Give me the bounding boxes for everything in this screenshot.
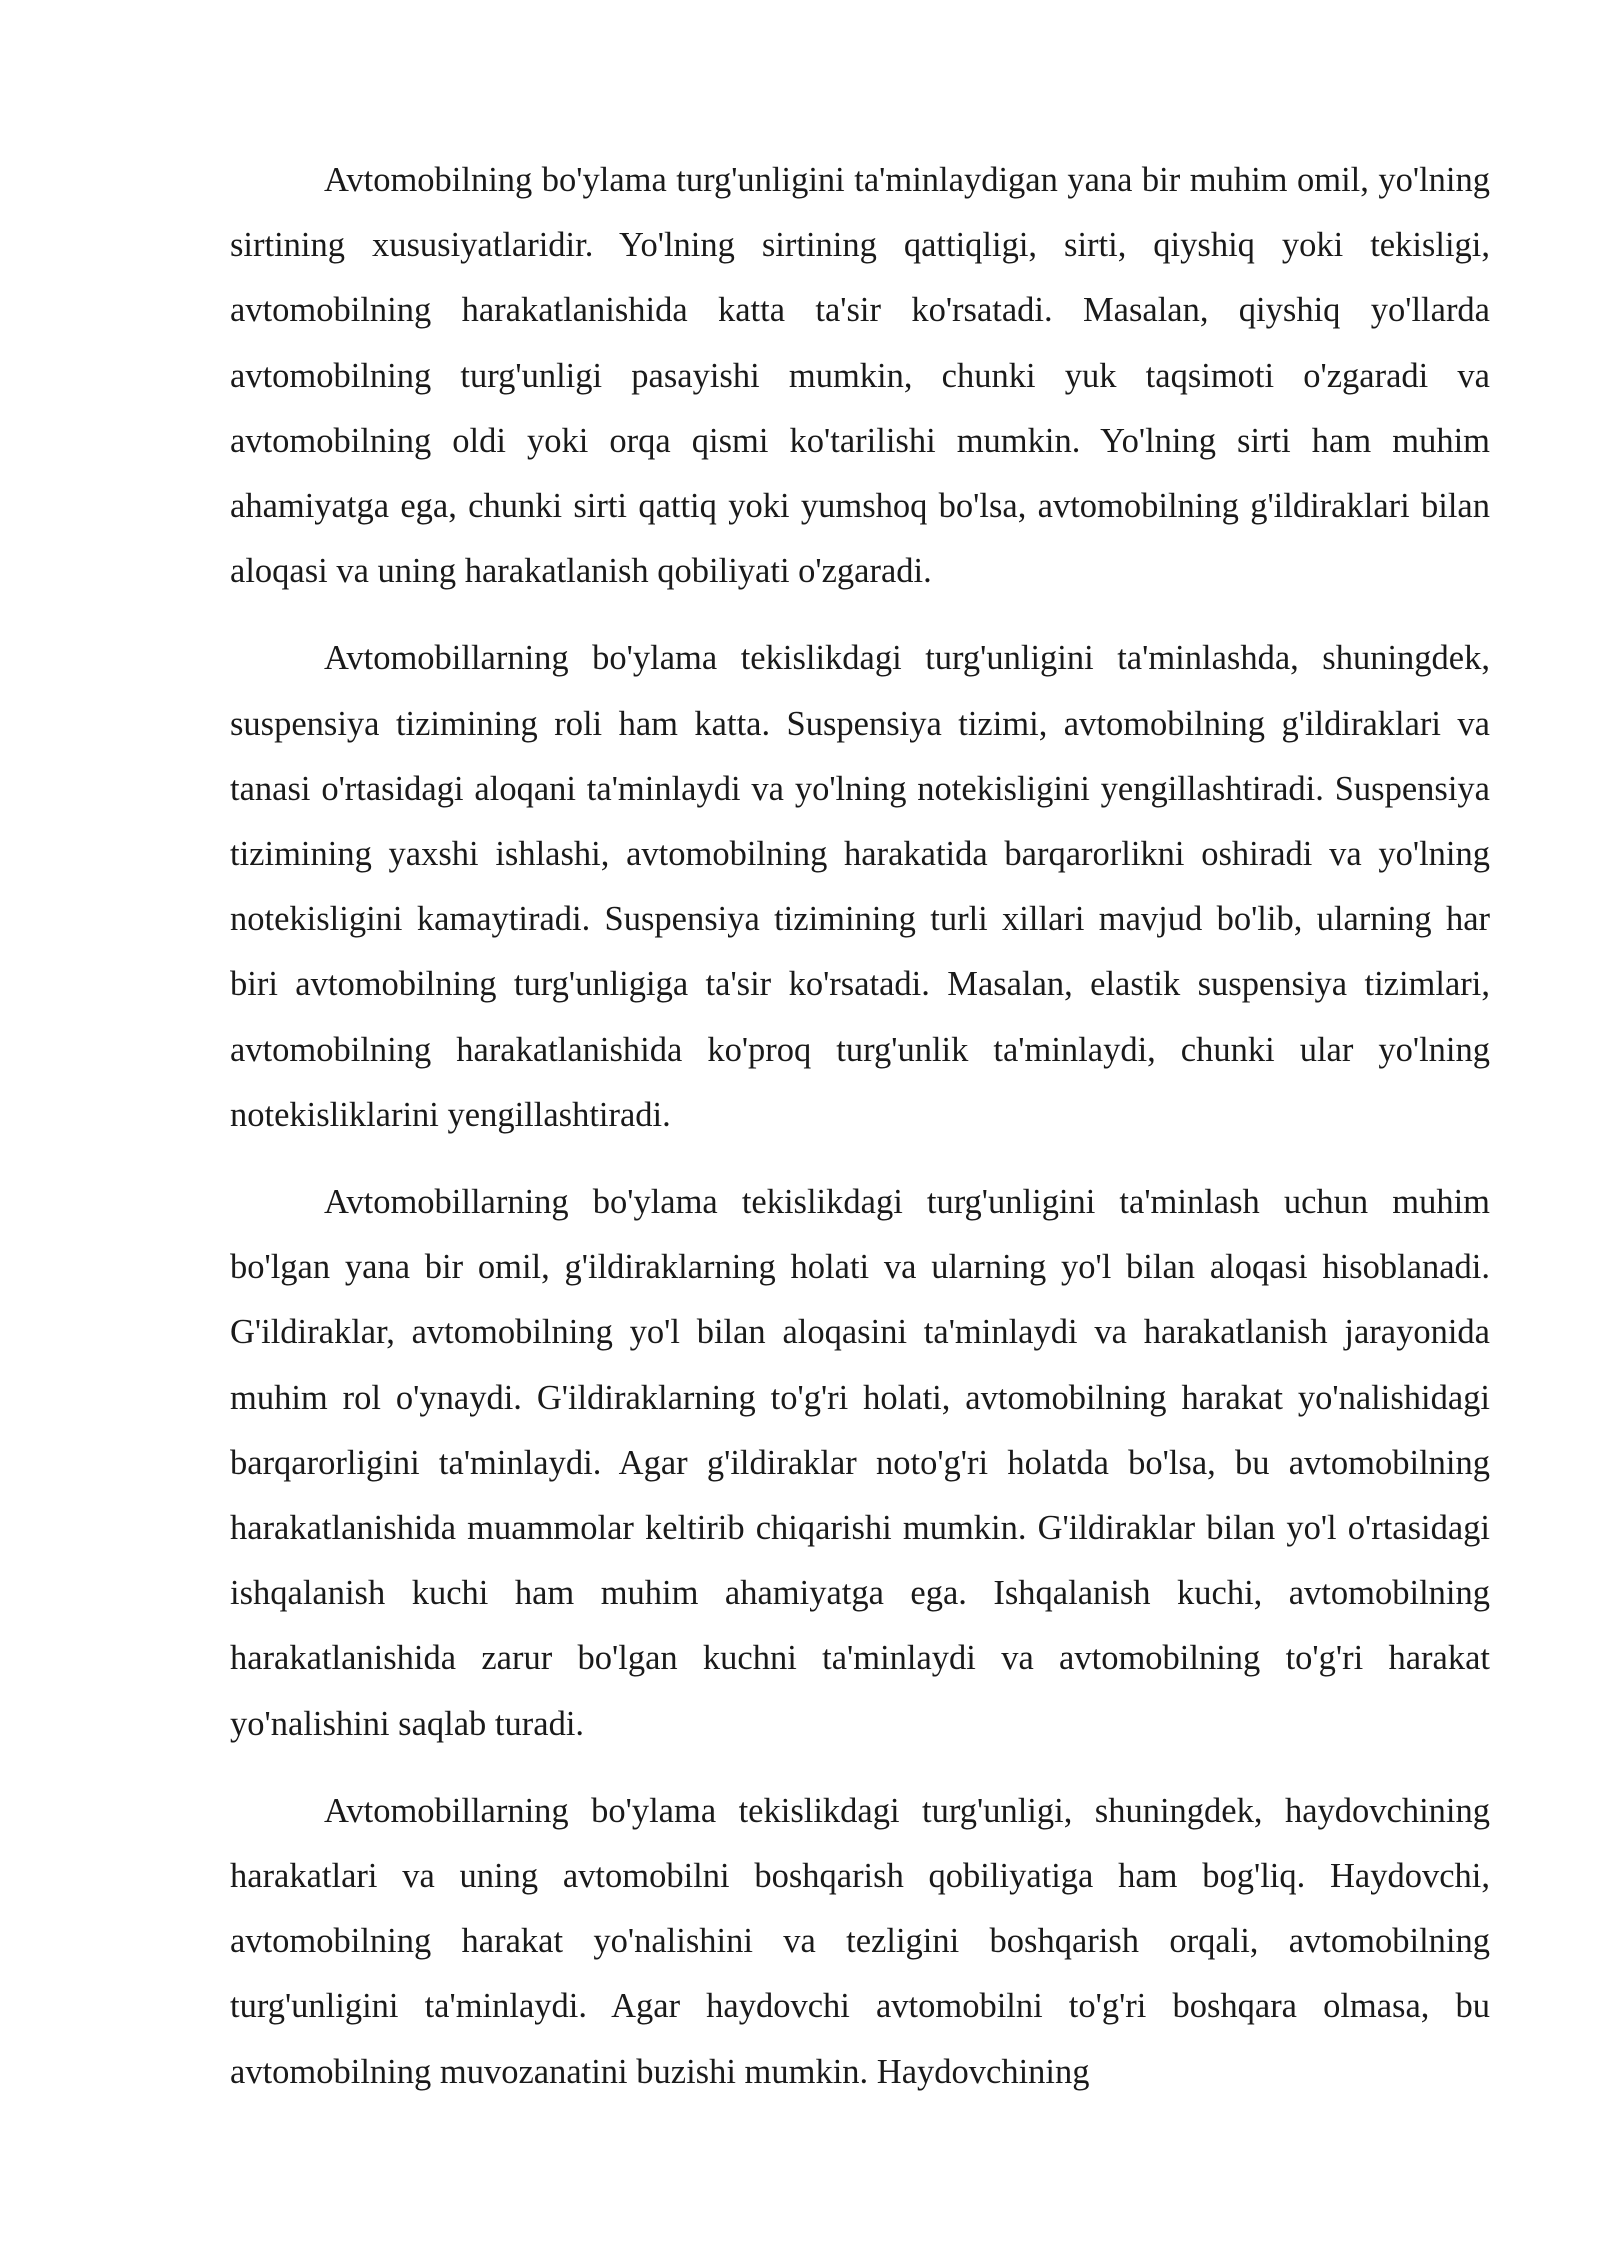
paragraph-4: Avtomobillarning bo'ylama tekislikdagi turg'unligi, shuningdek, haydovchining harakatlari va uning avtomobilni boshqarish qobiliyatiga ham bog'liq. Haydovchi, avtomobilning harakat yo'nalishini va tezligini boshqarish orqali, avtomobilning turg'unligini ta'minlaydi. Agar haydovchi avtomobilni to'g'ri boshqara olmasa, bu avtomobilning muvozanatini buzishi mumkin. Haydovchining [230,1791,1490,2091]
paragraph-3: Avtomobillarning bo'ylama tekislikdagi turg'unligini ta'minlash uchun muhim bo'lgan yana bir omil, g'ildiraklarning holati va ularning yo'l bilan aloqasi hisoblanadi. G'ildiraklar, avtomobilning yo'l bilan aloqasini ta'minlaydi va harakatlanish jarayonida muhim rol o'ynaydi. G'ildiraklarning to'g'ri holati, avtomobilning harakat yo'nalishidagi barqarorligini ta'minlaydi. Agar g'ildiraklar noto'g'ri holatda bo'lsa, bu avtomobilning harakatlanishida muammolar keltirib chiqarishi mumkin. G'ildiraklar bilan yo'l o'rtasidagi ishqalanish kuchi ham muhim ahamiyatga ega. Ishqalanish kuchi, avtomobilning harakatlanishida zarur bo'lgan kuchni ta'minlaydi va avtomobilning to'g'ri harakat yo'nalishini saqlab turadi. [230,1183,1490,1743]
paragraph-2: Avtomobillarning bo'ylama tekislikdagi turg'unligini ta'minlashda, shuningdek, suspensiya tizimining roli ham katta. Suspensiya tizimi, avtomobilning g'ildiraklari va tanasi o'rtasidagi aloqani ta'minlaydi va yo'lning notekisligini yengillashtiradi. Suspensiya tizimining yaxshi ishlashi, avtomobilning harakatida barqarorlikni oshiradi va yo'lning notekisligini kamaytiradi. Suspensiya tizimining turli xillari mavjud bo'lib, ularning har biri avtomobilning turg'unligiga ta'sir ko'rsatadi. Masalan, elastik suspensiya tizimlari, avtomobilning harakatlanishida ko'proq turg'unlik ta'minlaydi, chunki ular yo'lning notekisliklarini yengillashtiradi. [230,639,1490,1134]
document-body [230,148,1490,2127]
paragraph-1: Avtomobilning bo'ylama turg'unligini ta'minlaydigan yana bir muhim omil, yo'lning sirtining xususiyatlaridir. Yo'lning sirtining qattiqligi, sirti, qiyshiq yoki tekisligi, avtomobilning harakatlanishida katta ta'sir ko'rsatadi. Masalan, qiyshiq yo'llarda avtomobilning turg'unligi pasayishi mumkin, chunki yuk taqsimoti o'zgaradi va avtomobilning oldi yoki orqa qismi ko'tarilishi mumkin. Yo'lning sirti ham muhim ahamiyatga ega, chunki sirti qattiq yoki yumshoq bo'lsa, avtomobilning g'ildiraklari bilan aloqasi va uning harakatlanish qobiliyati o'zgaradi. [230,161,1490,591]
